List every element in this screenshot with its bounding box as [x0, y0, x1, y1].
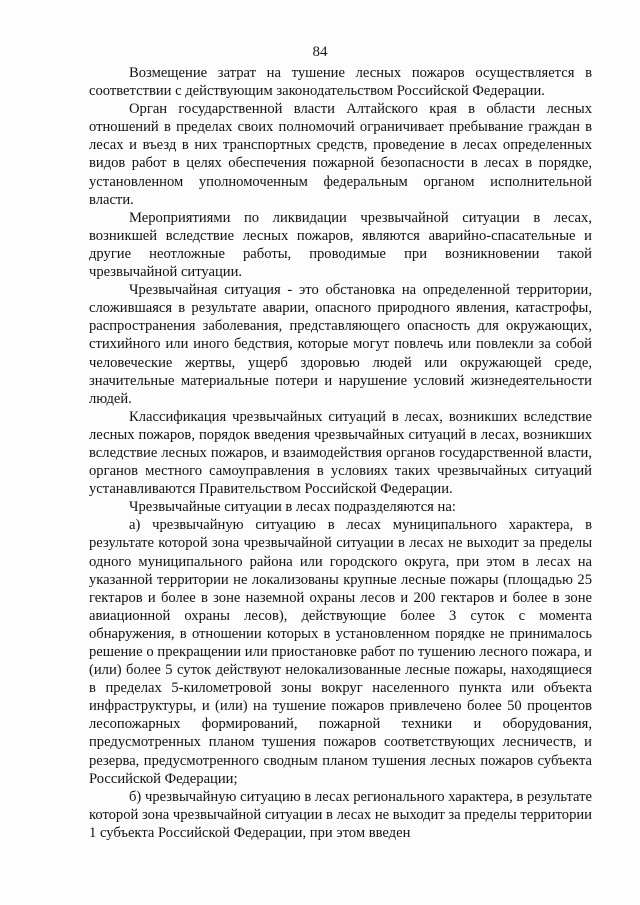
- paragraph-emergency-definition: Чрезвычайная ситуация - это обстановка на определенной территории, сложившаяся в результате аварии, опасного природного явления, катастрофы, распространения заболевания, представляющего опасность для окружающих, стихийного или иного бедствия, которые могут повлечь или повлекли за собой человеческие жертвы, ущерб здоровью людей или окружающей среде, значительные материальные потери и нарушение условий жизнедеятельности людей.: [89, 282, 592, 407]
- page-number: 84: [312, 44, 328, 60]
- paragraph-classification: Классификация чрезвычайных ситуаций в лесах, возникших вследствие лесных пожаров, порядок введения чрезвычайных ситуаций в лесах, возникших вследствие лесных пожаров, и взаимодействия органов государственной власти, органов местного самоуправления в условиях таких чрезвычайных ситуаций устанавливаются Правительством Российской Федерации.: [89, 408, 592, 498]
- document-body: [89, 64, 592, 842]
- paragraph-subdivision-intro: Чрезвычайные ситуации в лесах подразделяются на:: [129, 499, 456, 516]
- paragraph-municipal-emergency: а) чрезвычайную ситуацию в лесах муниципального характера, в результате которой зона чрезвычайной ситуации в лесах не выходит за пределы одного муниципального района или городского округа, при этом в лесах на указанной территории не локализованы крупные лесные пожары (площадью 25 гектаров и более в зоне наземной охраны лесов и 200 гектаров и более в зоне авиационной охраны лесов), действующие более 3 суток с момента обнаружения, в отношении которых в установленном порядке не принималось решение о прекращении или приостановке работ по тушению лесного пожара, и (или) более 5 суток действуют нелокализованные лесные пожары, находящиеся в пределах 5-километровой зоны вокруг населенного пункта или объекта инфраструктуры, и (или) на тушение пожаров привлечено более 50 процентов лесопожарных формирований, пожарной техники и оборудования, предусмотренных планом тушения пожаров соответствующих лесничеств, и резерва, предусмотренного сводным планом тушения лесных пожаров субъекта Российской Федерации;: [89, 517, 592, 787]
- paragraph-emergency-measures: Мероприятиями по ликвидации чрезвычайной ситуации в лесах, возникшей вследствие лесных пожаров, являются аварийно-спасательные и другие неотложные работы, проводимые при возникновении такой чрезвычайной ситуации.: [89, 209, 592, 281]
- paragraph-cost-reimbursement: Возмещение затрат на тушение лесных пожаров осуществляется в соответствии с действующим законодательством Российской Федерации.: [89, 65, 592, 100]
- paragraph-regional-emergency: б) чрезвычайную ситуацию в лесах регионального характера, в результате которой зона чрезвычайной ситуации в лесах не выходит за пределы территории 1 субъекта Российской Федерации, при этом введен: [89, 788, 592, 841]
- paragraph-access-restrictions: Орган государственной власти Алтайского края в области лесных отношений в пределах своих полномочий ограничивает пребывание граждан в лесах и въезд в них транспортных средств, проведение в лесах определенных видов работ в целях обеспечения пожарной безопасности в лесах в порядке, установленном уполномоченным федеральным органом исполнительной власти.: [89, 101, 592, 208]
